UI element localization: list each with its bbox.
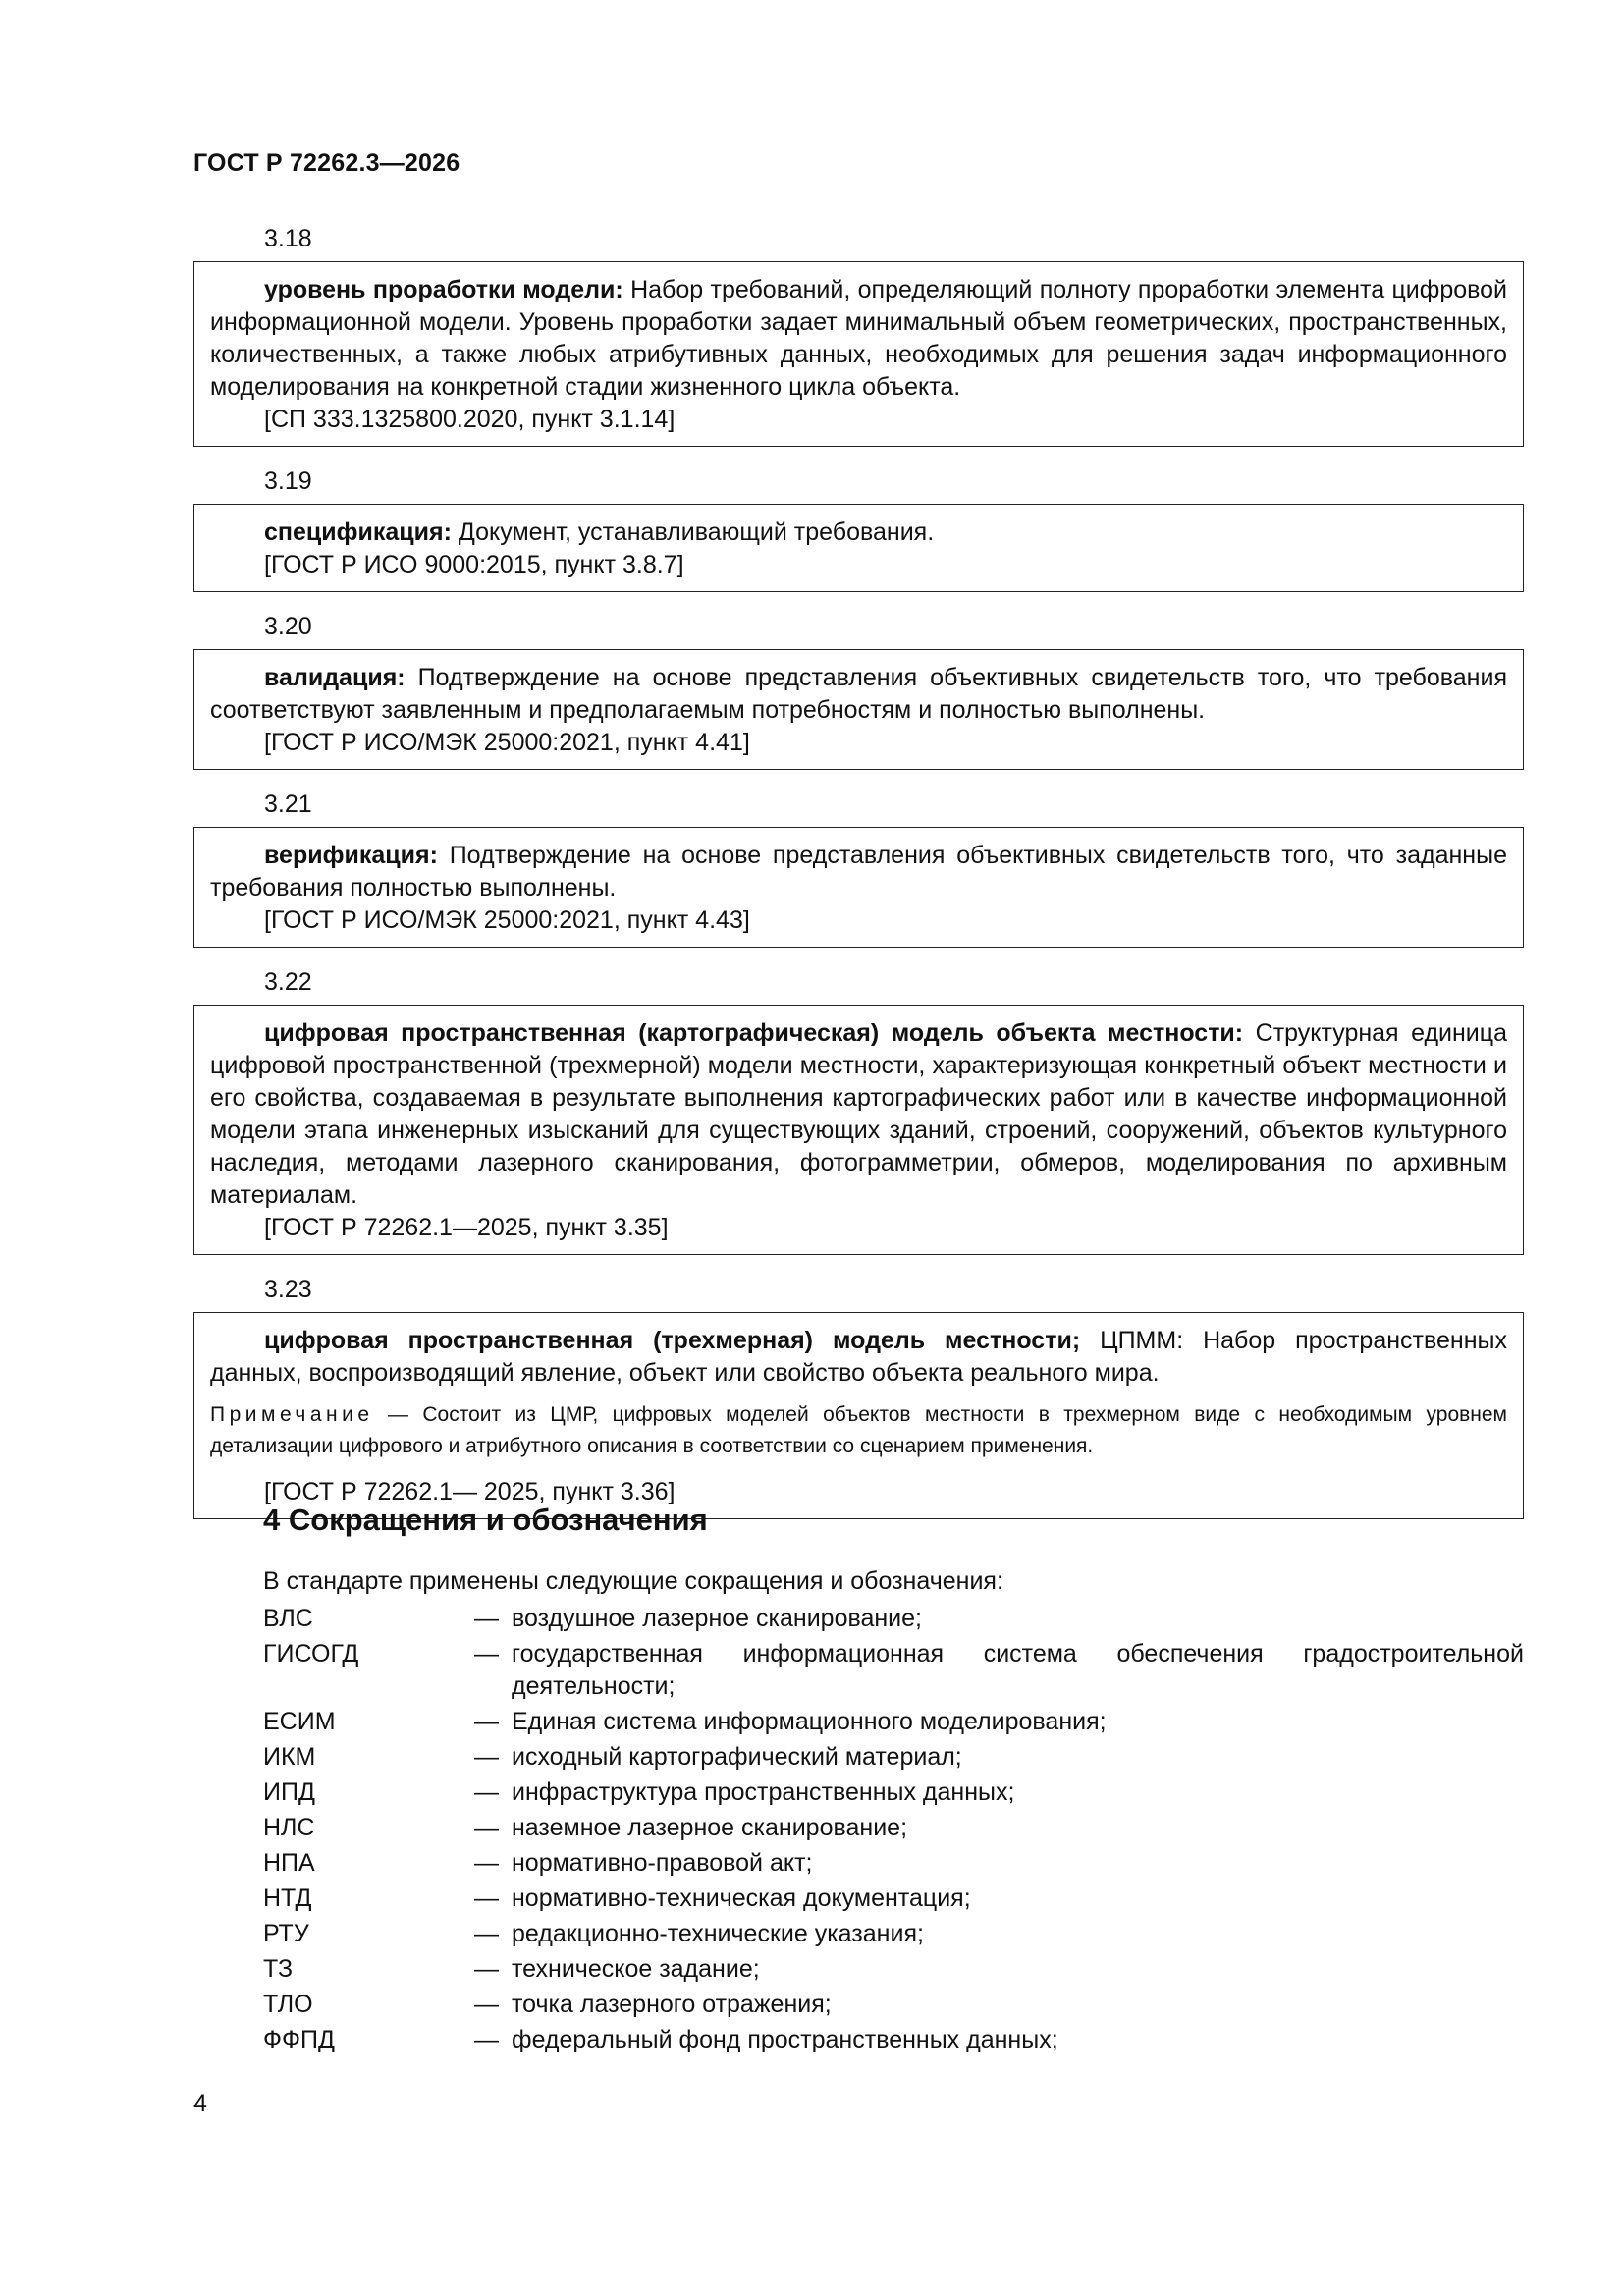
term-number: 3.21 — [264, 791, 312, 818]
section-intro: В стандарте применены следующие сокращения и обозначения: — [263, 1567, 1003, 1595]
term-box — [193, 649, 1524, 770]
abbr-dash: — — [474, 1640, 499, 1667]
abbr-definition: нормативно-техническая документация; — [512, 1885, 971, 1912]
term-box — [193, 827, 1524, 948]
abbr-code: НПА — [263, 1849, 315, 1877]
term-source: [ГОСТ Р ИСО/МЭК 25000:2021, пункт 4.43] — [264, 906, 750, 934]
abbr-dash: — — [474, 1708, 499, 1735]
term-name: цифровая пространственная (картографическая) модель объекта местности: — [264, 1019, 1244, 1047]
abbr-code: НЛС — [263, 1814, 315, 1841]
list-item — [263, 1989, 1524, 2021]
term-number: 3.20 — [264, 613, 312, 640]
term-number: 3.22 — [264, 968, 312, 996]
abbr-code: РТУ — [263, 1920, 309, 1947]
abbr-code: НТД — [263, 1885, 312, 1912]
abbr-definition: редакционно-технические указания; — [512, 1920, 924, 1947]
abbr-dash: — — [474, 1920, 499, 1947]
term-source: [СП 333.1325800.2020, пункт 3.1.14] — [264, 406, 676, 433]
list-item — [263, 1603, 1524, 1635]
term-name: уровень проработки модели: — [264, 276, 623, 303]
abbr-dash: — — [474, 1955, 499, 1983]
list-item — [263, 1953, 1524, 1986]
note-text: — Состоит из ЦМР, цифровых моделей объектов местности в трехмерном виде с необходимым уровнем детализации цифрового и атрибутного описания в соответствии со сценарием применения. — [210, 1403, 1507, 1457]
list-item — [263, 1741, 1524, 1774]
list-item — [263, 1883, 1524, 1915]
term-source: [ГОСТ Р ИСО 9000:2015, пункт 3.8.7] — [264, 551, 684, 578]
abbr-definition: Единая система информационного моделирования; — [512, 1708, 1107, 1735]
term-definition: Подтверждение на основе представления объективных свидетельств того, что заданные требования полностью выполнены. — [210, 842, 1507, 902]
abbr-code: ТЗ — [263, 1955, 294, 1983]
abbr-dash: — — [474, 1814, 499, 1841]
term-number: 3.19 — [264, 467, 312, 495]
list-item — [263, 1918, 1524, 1950]
term-definition: ЦПММ: Набор пространственных данных, воспроизводящий явление, объект или свойство объекта реального мира. — [210, 1327, 1507, 1387]
term-note — [210, 1399, 1507, 1462]
term-box — [193, 1312, 1524, 1519]
abbr-definition: государственная информационная система обеспечения градостроительной деятельности; — [512, 1640, 1524, 1700]
term-source: [ГОСТ Р 72262.1—2025, пункт 3.35] — [264, 1214, 669, 1241]
terms-section — [193, 224, 1524, 1539]
abbr-dash: — — [474, 1885, 499, 1912]
abbr-code: ГИСОГД — [263, 1640, 359, 1667]
list-item — [263, 1812, 1524, 1844]
abbr-code: ВЛС — [263, 1605, 313, 1632]
abbreviation-list — [263, 1603, 1524, 2059]
abbr-dash: — — [474, 1743, 499, 1771]
list-item — [263, 2024, 1524, 2056]
abbr-code: ИПД — [263, 1778, 315, 1806]
list-item — [263, 1706, 1524, 1738]
term-box — [193, 504, 1524, 592]
abbr-dash: — — [474, 1849, 499, 1877]
note-label: Примечание — [210, 1403, 374, 1426]
term-definition: Документ, устанавливающий требования. — [451, 519, 935, 546]
abbr-definition: точка лазерного отражения; — [512, 1991, 832, 2018]
section-title: 4 Сокращения и обозначения — [263, 1503, 708, 1537]
abbr-code: ФФПД — [263, 2026, 335, 2053]
abbr-definition: техническое задание; — [512, 1955, 760, 1983]
list-item — [263, 1847, 1524, 1880]
abbr-definition: нормативно-правовой акт; — [512, 1849, 813, 1877]
abbr-dash: — — [474, 1778, 499, 1806]
abbr-dash: — — [474, 2026, 499, 2053]
term-box — [193, 261, 1524, 447]
abbr-definition: наземное лазерное сканирование; — [512, 1814, 908, 1841]
document-header: ГОСТ Р 72262.3—2026 — [193, 149, 460, 177]
list-item — [263, 1638, 1524, 1703]
abbr-code: ТЛО — [263, 1991, 313, 2018]
abbr-dash: — — [474, 1991, 499, 2018]
term-source: [ГОСТ Р 72262.1— 2025, пункт 3.36] — [264, 1478, 676, 1505]
abbr-definition: инфраструктура пространственных данных; — [512, 1778, 1015, 1806]
abbr-code: ИКМ — [263, 1743, 316, 1771]
term-definition: Структурная единица цифровой пространственной (трехмерной) модели местности, характеризующая конкретный объект местности и его свойства, создаваемая в результате выполнения картографических работ или в качестве информационной модели этапа инженерных изысканий для существующих зданий, строений, сооружений, объектов культурного наследия, методами лазерного сканирования, фотограмметрии, обмеров, моделирования по архивным материалам. — [210, 1019, 1507, 1209]
list-item — [263, 1777, 1524, 1809]
abbr-dash: — — [474, 1605, 499, 1632]
abbr-definition: воздушное лазерное сканирование; — [512, 1605, 922, 1632]
term-box — [193, 1005, 1524, 1255]
term-number: 3.23 — [264, 1276, 312, 1303]
page-number: 4 — [193, 2090, 207, 2117]
term-source: [ГОСТ Р ИСО/МЭК 25000:2021, пункт 4.41] — [264, 729, 750, 756]
term-name: валидация: — [264, 664, 406, 691]
term-definition: Набор требований, определяющий полноту проработки элемента цифровой информационной модели. Уровень проработки задает минимальный объем геометрических, пространственных, количественных, а также любых атрибутивных данных, необходимых для решения задач информационного моделирования на конкретной стадии жизненного цикла объекта. — [210, 276, 1507, 401]
term-definition: Подтверждение на основе представления объективных свидетельств того, что требования соответствуют заявленным и предполагаемым потребностям и полностью выполнены. — [210, 664, 1507, 724]
term-number: 3.18 — [264, 225, 312, 252]
term-name: спецификация: — [264, 519, 452, 546]
abbr-definition: исходный картографический материал; — [512, 1743, 962, 1771]
term-name: цифровая пространственная (трехмерная) модель местности; — [264, 1327, 1081, 1354]
term-name: верификация: — [264, 842, 438, 869]
abbr-definition: федеральный фонд пространственных данных; — [512, 2026, 1058, 2053]
abbr-code: ЕСИМ — [263, 1708, 336, 1735]
